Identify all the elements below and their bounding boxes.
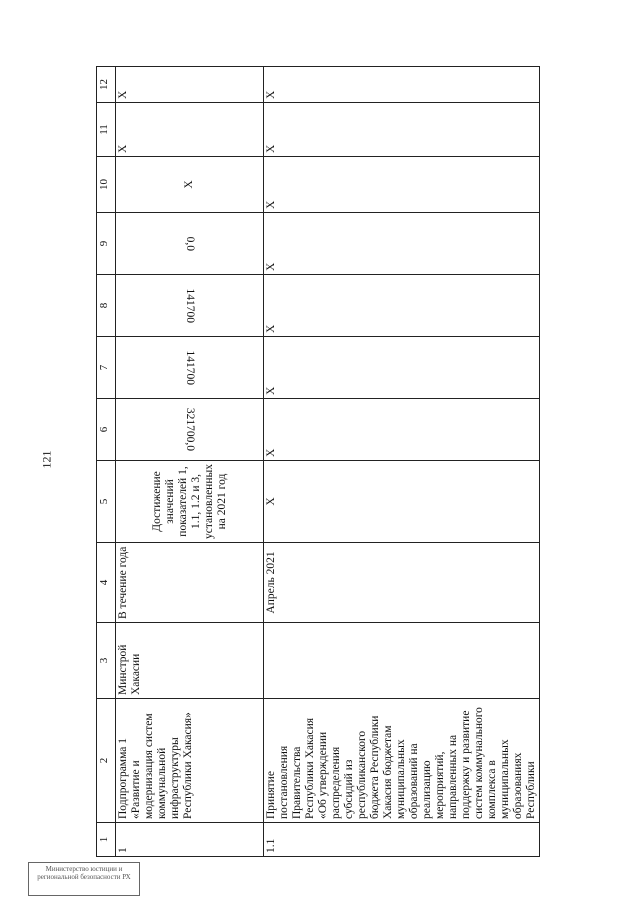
- value-cell: X: [116, 67, 264, 103]
- registration-stamp: Министерство юстиции и региональной безопасности РХ: [28, 862, 140, 896]
- expected-result: X: [264, 461, 540, 543]
- value-cell: X: [264, 67, 540, 103]
- header-cell: 11: [97, 103, 116, 157]
- value-cell: X: [264, 213, 540, 275]
- value-cell: [116, 213, 264, 275]
- value-cell: [116, 275, 264, 337]
- rotated-table-container: [96, 67, 537, 857]
- value-text: 321700,0: [184, 407, 196, 452]
- header-cell: 5: [97, 461, 116, 543]
- value-cell: [116, 399, 264, 461]
- executor: [264, 623, 540, 699]
- value-text: 141700: [184, 350, 196, 385]
- plan-table: [96, 66, 540, 857]
- header-cell: 7: [97, 337, 116, 399]
- value-cell: X: [116, 103, 264, 157]
- value-text: 0,0: [184, 236, 196, 251]
- value-cell: [116, 337, 264, 399]
- table-row: [264, 67, 540, 857]
- header-cell: 1: [97, 823, 116, 857]
- deadline: Апрель 2021: [264, 543, 540, 623]
- header-cell: 4: [97, 543, 116, 623]
- header-cell: 10: [97, 157, 116, 213]
- header-cell: 6: [97, 399, 116, 461]
- value-cell: X: [264, 337, 540, 399]
- header-cell: 3: [97, 623, 116, 699]
- table-row: [116, 67, 264, 857]
- value-cell: X: [116, 157, 264, 213]
- executor: Минстрой Хакасии: [116, 623, 264, 699]
- value-cell: X: [264, 103, 540, 157]
- header-cell: 2: [97, 699, 116, 823]
- value-cell: X: [264, 275, 540, 337]
- expected-result: Достижение значений показателей 1, 1.1, 1.2 и 3, установленных на 2021 год: [116, 461, 264, 543]
- row-number: 1.1: [264, 823, 540, 857]
- header-cell: 9: [97, 213, 116, 275]
- measure-name: Принятие постановления Правительства Республики Хакасия «Об утверждении распределения субсидий из республиканского бюджета Республики Хакасия бюджетам муниципальных образований на реализацию мероприятий, направленных на поддержку и развитие систем коммунального комплекса в муниципальных образованиях Республики: [264, 699, 540, 823]
- value-text: 141700: [184, 288, 196, 323]
- header-row: [97, 67, 116, 857]
- header-cell: 12: [97, 67, 116, 103]
- header-cell: 8: [97, 275, 116, 337]
- page-number: 121: [39, 450, 54, 469]
- subprogram-name: Подпрограмма 1 «Развитие и модернизация систем коммунальной инфраструктуры Республики Хакасия»: [116, 699, 264, 823]
- value-cell: X: [264, 399, 540, 461]
- row-number: 1: [116, 823, 264, 857]
- value-cell: X: [264, 157, 540, 213]
- deadline: В течение года: [116, 543, 264, 623]
